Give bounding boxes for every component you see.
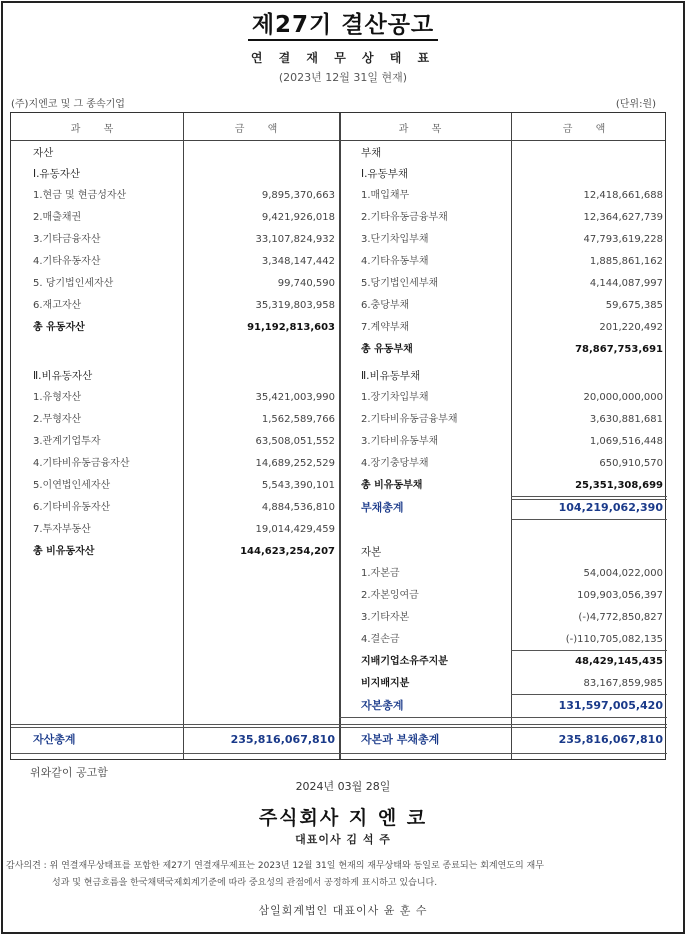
unit-label: (단위:원) <box>615 99 656 110</box>
list-item: 4.기타유동부채 1,885,861,162 <box>361 256 663 267</box>
list-item: 3.기타자본 (-)4,772,850,827 <box>361 612 663 623</box>
list-item: 6.기타비유동자산 4,884,536,810 <box>33 502 335 513</box>
statement-title: 연 결 재 무 상 태 표 <box>250 51 436 65</box>
non-controlling-interest: 비지배지분 83,167,859,985 <box>361 678 663 689</box>
list-item: 2.기타비유동금융부채 3,630,881,681 <box>361 414 663 425</box>
ceo-name: 대표이사 김 석 주 <box>295 833 391 846</box>
list-item: 3.단기차입부채 47,793,619,228 <box>361 234 663 245</box>
divider <box>511 496 667 497</box>
list-item: 6.재고자산 35,319,803,958 <box>33 300 335 311</box>
total-noncurrent-assets: 총 비유동자산 144,623,254,207 <box>33 546 335 557</box>
list-item: 3.기타금융자산 33,107,824,932 <box>33 234 335 245</box>
list-item: 4.기타유동자산 3,348,147,442 <box>33 256 335 267</box>
statement-date: (2023년 12월 31일 현재) <box>278 71 408 84</box>
announcement-note: 위와같이 공고함 <box>30 766 108 779</box>
list-item: 5. 당기법인세자산 99,740,590 <box>33 278 335 289</box>
divider <box>511 650 667 651</box>
audit-opinion <box>6 858 678 892</box>
auditor-name: 삼일회계법인 대표이사 윤 훈 수 <box>258 904 428 917</box>
list-item: 3.관계기업투자 63,508,051,552 <box>33 436 335 447</box>
announcement-date: 2024년 03월 28일 <box>295 780 391 793</box>
list-item: 4.장기충당부채 650,910,570 <box>361 458 663 469</box>
total-assets: 자산총계 235,816,067,810 <box>33 733 335 746</box>
divider <box>11 727 339 728</box>
list-item: 5.당기법인세부채 4,144,087,997 <box>361 278 663 289</box>
audit-opinion-line: 감사의견 : 위 연결재무상태표를 포함한 제27기 연결재무제표는 2023년 12월 31일 현재의 재무상태와 동일로 종료되는 회계연도의 재무 <box>6 861 544 871</box>
header-amount-left: 금 액 <box>234 124 288 135</box>
divider <box>11 753 339 754</box>
list-item: 5.이연법인세자산 5,543,390,101 <box>33 480 335 491</box>
list-item: 2.자본잉여금 109,903,056,397 <box>361 590 663 601</box>
divider <box>11 724 339 725</box>
list-item: 6.충당부채 59,675,385 <box>361 300 663 311</box>
total-liabilities-and-equity: 자본과 부채총계 235,816,067,810 <box>361 733 663 746</box>
current-assets-title: Ⅰ.유동자산 <box>33 168 81 180</box>
list-item: 1.자본금 54,004,022,000 <box>361 568 663 579</box>
list-item: 1.현금 및 현금성자산 9,895,370,663 <box>33 190 335 201</box>
divider <box>339 727 667 728</box>
list-item: 2.기타유동금융부채 12,364,627,739 <box>361 212 663 223</box>
total-equity: 자본총계 131,597,005,420 <box>361 699 663 712</box>
list-item: 4.결손금 (-)110,705,082,135 <box>361 634 663 645</box>
noncurrent-assets-title: Ⅱ.비유동자산 <box>33 370 93 382</box>
list-item: 2.무형자산 1,562,589,766 <box>33 414 335 425</box>
corporation-name: 주식회사 지 엔 코 <box>258 807 428 829</box>
divider <box>511 694 667 695</box>
header-item-right: 과 목 <box>398 124 452 135</box>
list-item: 4.기타비유동금융자산 14,689,252,529 <box>33 458 335 469</box>
total-current-assets: 총 유동자산 91,192,813,603 <box>33 322 335 333</box>
divider <box>511 519 667 520</box>
list-item: 7.투자부동산 19,014,429,459 <box>33 524 335 535</box>
current-liabilities-title: Ⅰ.유동부채 <box>361 168 409 180</box>
total-current-liabilities: 총 유동부채 78,867,753,691 <box>361 344 663 355</box>
list-item: 7.계약부채 201,220,492 <box>361 322 663 333</box>
parent-equity: 지배기업소유주지분 48,429,145,435 <box>361 656 663 667</box>
assets-section-label: 자산 <box>33 147 54 159</box>
list-item: 1.매입채무 12,418,661,688 <box>361 190 663 201</box>
divider <box>339 724 667 725</box>
page-title: 제27기 결산공고 <box>0 6 686 39</box>
liabilities-section-label: 부채 <box>361 147 382 159</box>
list-item: 1.유형자산 35,421,003,990 <box>33 392 335 403</box>
balance-sheet-table <box>10 112 666 760</box>
divider <box>339 753 667 754</box>
header-amount-right: 금 액 <box>562 124 616 135</box>
header-item-left: 과 목 <box>70 124 124 135</box>
noncurrent-liabilities-title: Ⅱ.비유동부채 <box>361 370 421 382</box>
list-item: 2.매출채권 9,421,926,018 <box>33 212 335 223</box>
total-noncurrent-liabilities: 총 비유동부채 25,351,308,699 <box>361 480 663 491</box>
total-liabilities: 부채총계 104,219,062,390 <box>361 501 663 514</box>
equity-section-label: 자본 <box>361 546 382 558</box>
list-item: 1.장기차입부채 20,000,000,000 <box>361 392 663 403</box>
divider <box>339 717 667 718</box>
company-name: (주)지엔코 및 그 종속기업 <box>11 99 125 110</box>
audit-opinion-line: 성과 및 현금흐름을 한국채택국제회계기준에 따라 중요성의 관점에서 공정하게 표시하고 있습니다. <box>52 878 438 888</box>
list-item: 3.기타비유동부채 1,069,516,448 <box>361 436 663 447</box>
table-header <box>11 113 665 141</box>
